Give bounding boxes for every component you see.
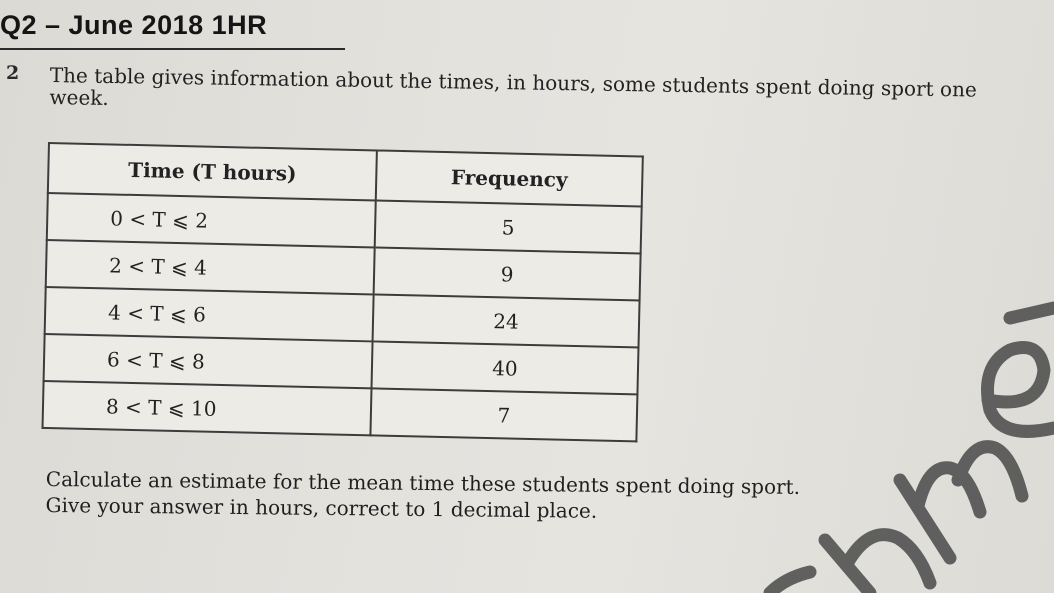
header-frequency: Frequency xyxy=(376,150,643,206)
time-cell: 2 < T ⩽ 4 xyxy=(46,240,375,294)
question-number: 2 xyxy=(6,62,20,84)
heading-underline xyxy=(0,48,345,50)
frequency-cell: 7 xyxy=(370,388,637,441)
header-time: Time (T hours) xyxy=(48,143,377,200)
question-text: The table gives information about the times, in hours, some students spent doing sport one week. xyxy=(49,63,977,110)
watermark-strokes xyxy=(740,300,1054,593)
frequency-cell: 5 xyxy=(375,200,642,253)
frequency-cell: 9 xyxy=(374,247,641,300)
time-cell: 0 < T ⩽ 2 xyxy=(47,193,376,247)
frequency-table-container xyxy=(41,142,643,442)
time-cell: 8 < T ⩽ 10 xyxy=(43,381,372,435)
page-heading: Q2 – June 2018 1HR xyxy=(0,10,268,40)
instruction-line-1: Calculate an estimate for the mean time these students spent doing sport. xyxy=(45,466,801,499)
frequency-cell: 24 xyxy=(373,294,640,347)
frequency-table xyxy=(41,142,643,442)
instruction-line-2: Give your answer in hours, correct to 1 decimal place. xyxy=(45,492,598,523)
time-cell: 6 < T ⩽ 8 xyxy=(44,334,373,388)
frequency-cell: 40 xyxy=(371,341,638,394)
instructions xyxy=(45,466,945,527)
time-cell: 4 < T ⩽ 6 xyxy=(45,287,374,341)
handwritten-watermark xyxy=(740,300,1054,593)
